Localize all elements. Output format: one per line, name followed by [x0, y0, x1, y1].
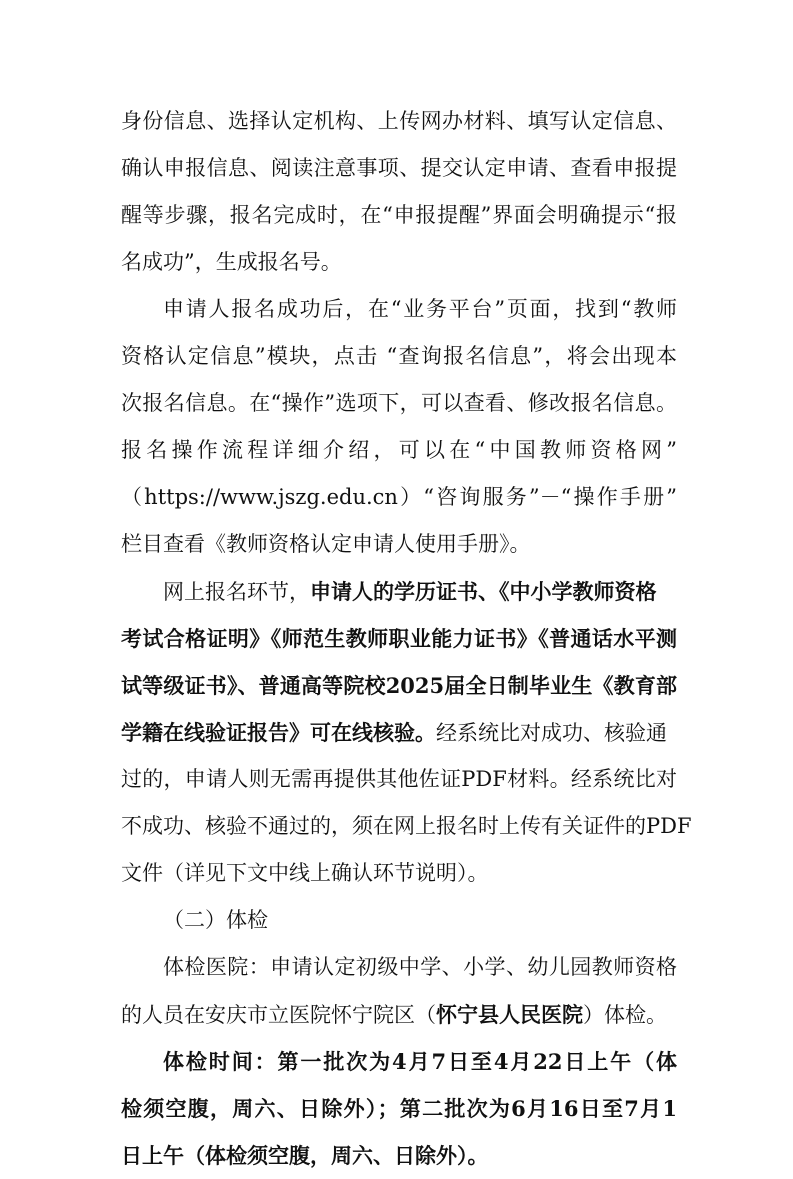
paragraph-2-line-1: 申请人报名成功后，在“业务平台”页面，找到“教师	[163, 297, 677, 321]
paragraph-3-line-4-bold: 学籍在线验证报告》可在线核验。	[121, 720, 436, 745]
paragraph-4-line-2	[121, 991, 677, 1038]
paragraph-2-line-4: 报名操作流程详细介绍，可以在“中国教师资格网”	[121, 438, 677, 462]
hospital-name: 怀宁县人民医院	[436, 1002, 583, 1027]
section-heading-physical-exam: （二）体检	[163, 908, 268, 932]
paragraph-5-line-1: 体检时间：第一批次为4月7日至4月22日上午（体	[163, 1049, 677, 1074]
paragraph-5-line-3: 日上午（体检须空腹，周六、日除外）。	[121, 1143, 489, 1168]
paragraph-3-line-5: 过的，申请人则无需再提供其他佐证PDF材料。经系统比对	[121, 767, 677, 791]
paragraph-3-line-7: 文件（详见下文中线上确认环节说明）。	[121, 861, 489, 885]
paragraph-4-line-2-plain-b: ）体检。	[583, 1003, 667, 1027]
paragraph-3-line-1-bold: 申请人的学历证书、《中小学教师资格	[310, 579, 657, 604]
paragraph-3-line-1	[121, 568, 677, 615]
paragraph-5-line-2: 检须空腹，周六、日除外）；第二批次为6月16日至7月1	[121, 1096, 677, 1121]
paragraph-1-line-1: 身份信息、选择认定机构、上传网办材料、填写认定信息、	[121, 109, 677, 133]
paragraph-3-line-6: 不成功、核验不通过的，须在网上报名时上传有关证件的PDF	[121, 814, 692, 838]
paragraph-3-line-3: 试等级证书》、普通高等院校2025届全日制毕业生《教育部	[121, 673, 677, 698]
document-body	[121, 98, 692, 1179]
paragraph-2-line-6: 栏目查看《教师资格认定申请人使用手册》。	[121, 532, 531, 556]
paragraph-1-line-3: 醒等步骤，报名完成时，在“申报提醒”界面会明确提示“报	[121, 203, 677, 227]
paragraph-3-line-2: 考试合格证明》《师范生教师职业能力证书》《普通话水平测	[121, 626, 677, 651]
paragraph-4-line-1: 体检医院：申请认定初级中学、小学、幼儿园教师资格	[163, 955, 677, 979]
paragraph-2-line-2: 资格认定信息”模块，点击 “查询报名信息”，将会出现本	[121, 344, 677, 368]
paragraph-1-line-2: 确认申报信息、阅读注意事项、提交认定申请、查看申报提	[121, 156, 677, 180]
paragraph-2-line-3: 次报名信息。在“操作”选项下，可以查看、修改报名信息。	[121, 391, 677, 415]
paragraph-3-line-4	[121, 709, 677, 756]
paragraph-3-line-1-plain: 网上报名环节，	[163, 580, 310, 604]
paragraph-2-line-5: （https://www.jszg.edu.cn）“咨询服务”－“操作手册”	[121, 485, 677, 509]
paragraph-4-line-2-plain-a: 的人员在安庆市立医院怀宁院区（	[121, 1003, 436, 1027]
paragraph-3-line-4-plain: 经系统比对成功、核验通	[436, 721, 667, 745]
paragraph-1-line-4: 名成功”，生成报名号。	[121, 250, 342, 274]
